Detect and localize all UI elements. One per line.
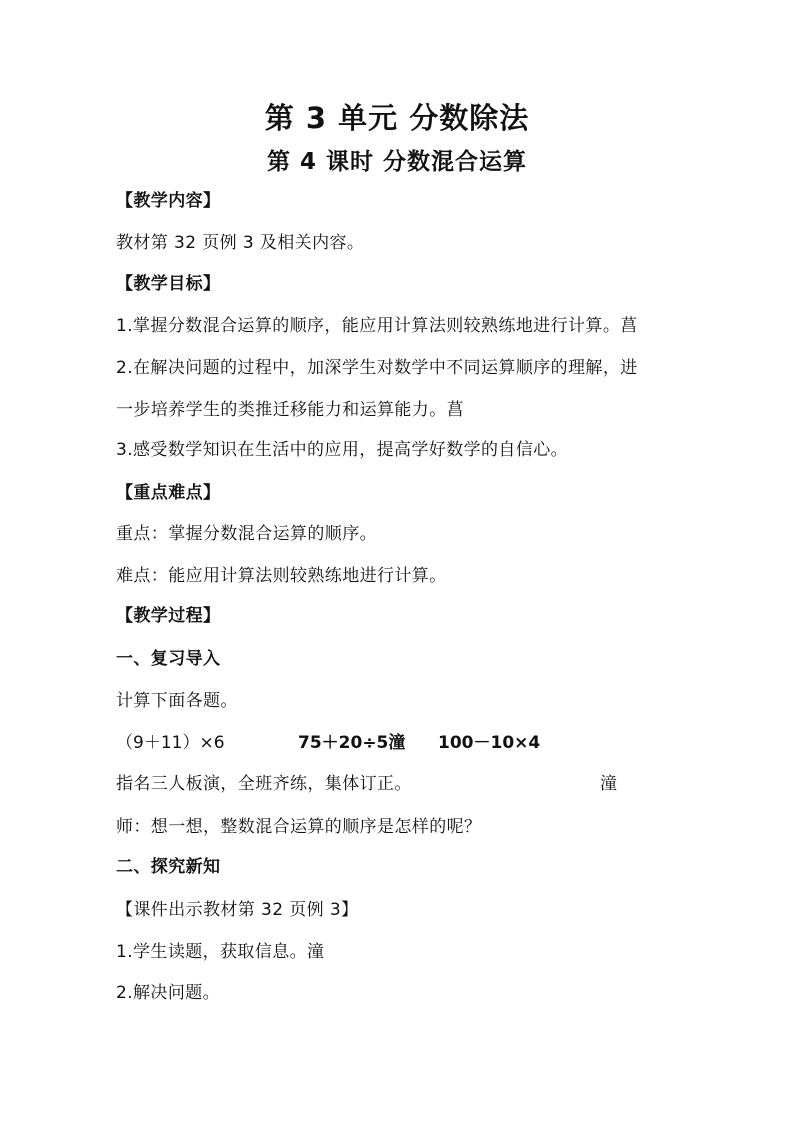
goal-2-text: 2.在解决问题的过程中，加深学生对数学中不同运算顺序的理解，进 [116, 358, 638, 378]
calculation-item-1: （9＋11）×6 [116, 733, 225, 753]
review-calculation-row [116, 730, 716, 756]
key-difficulties-heading: 【重点难点】 [116, 483, 221, 503]
calculation-item-2: 75＋20÷5潼 [298, 733, 406, 753]
step-1-text: 1.学生读题，获取信息。潼 [116, 942, 325, 962]
teaching-content-heading: 【教学内容】 [116, 191, 221, 211]
teaching-content-text: 教材第 32 页例 3 及相关内容。 [116, 233, 365, 253]
teacher-question-text: 师：想一想，整数混合运算的顺序是怎样的呢？ [116, 817, 482, 837]
unit-title: 第 3 单元 分数除法 [264, 101, 530, 135]
teaching-goals-heading: 【教学目标】 [116, 274, 221, 294]
goal-1-text: 1.掌握分数混合运算的顺序，能应用计算法则较熟练地进行计算。菖 [116, 316, 638, 336]
step-2-text: 2.解决问题。 [116, 983, 221, 1003]
key-point-text: 重点：掌握分数混合运算的顺序。 [116, 524, 377, 544]
teaching-process-heading: 【教学过程】 [116, 606, 221, 626]
courseware-example-text: 【课件出示教材第 32 页例 3】 [116, 900, 359, 920]
calculation-item-3: 100－10×4 [438, 733, 541, 753]
board-practice-sentence: 指名三人板演，全班齐练，集体订正。 [116, 774, 412, 794]
goal-3-text: 3.感受数学知识在生活中的应用，提高学好数学的自信心。 [116, 440, 569, 460]
difficulty-text: 难点：能应用计算法则较熟练地进行计算。 [116, 566, 447, 586]
lesson-subtitle: 第 4 课时 分数混合运算 [266, 149, 528, 175]
section-explore-heading: 二、探究新知 [116, 857, 221, 877]
review-instruction-text: 计算下面各题。 [116, 691, 238, 711]
section-review-heading: 一、复习导入 [116, 649, 221, 669]
goal-2-continuation-text: 一步培养学生的类推迁移能力和运算能力。菖 [116, 400, 464, 420]
board-practice-mark: 潼 [600, 774, 618, 794]
board-practice-text [116, 772, 716, 796]
